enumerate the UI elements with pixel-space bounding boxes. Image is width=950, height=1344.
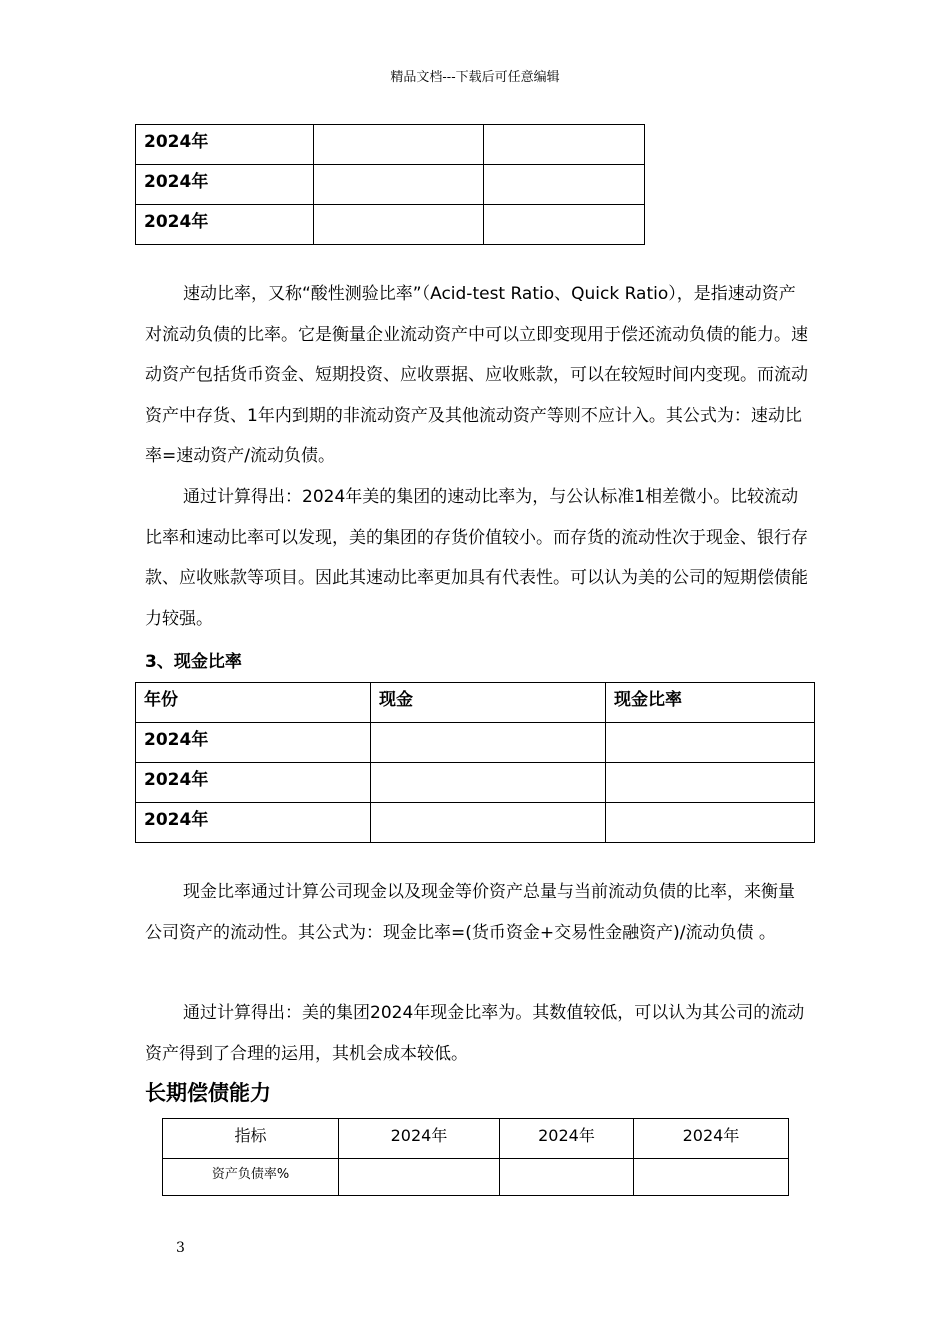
table-row <box>136 723 815 763</box>
value-cell <box>634 1159 789 1196</box>
section-heading-long-term-solvency: 长期偿债能力 <box>145 1081 271 1105</box>
value-cell <box>500 1159 634 1196</box>
value-cell <box>371 723 606 763</box>
page-number: 3 <box>176 1240 185 1256</box>
year-cell: 2024年 <box>136 723 371 763</box>
column-header: 指标 <box>163 1119 339 1159</box>
table-row <box>163 1159 789 1196</box>
value-cell <box>606 803 815 843</box>
value-cell <box>314 205 484 245</box>
column-header: 2024年 <box>500 1119 634 1159</box>
value-cell <box>484 125 645 165</box>
column-header: 2024年 <box>339 1119 500 1159</box>
table-quick-ratio <box>135 124 645 245</box>
table-row <box>136 763 815 803</box>
column-header: 2024年 <box>634 1119 789 1159</box>
indicator-cell: 资产负债率% <box>163 1159 339 1196</box>
year-cell: 2024年 <box>136 165 314 205</box>
table-cash-ratio <box>135 682 815 843</box>
paragraph-cash-ratio-result: 通过计算得出：美的集团2024年现金比率为。其数值较低，可以认为其公司的流动资产得到了合理的运用，其机会成本较低。 <box>145 1003 805 1064</box>
column-header: 年份 <box>136 683 371 723</box>
table-row <box>136 165 645 205</box>
table-row <box>136 803 815 843</box>
table-header-row <box>136 683 815 723</box>
paragraph-cash-ratio-definition: 现金比率通过计算公司现金以及现金等价资产总量与当前流动负债的比率，来衡量公司资产的流动性。其公式为：现金比率=(货币资金+交易性金融资产)/流动负债 。 <box>145 882 795 943</box>
year-cell: 2024年 <box>136 205 314 245</box>
page-header: 精品文档---下载后可任意编辑 <box>390 70 560 85</box>
year-cell: 2024年 <box>136 763 371 803</box>
value-cell <box>371 803 606 843</box>
value-cell <box>314 125 484 165</box>
paragraph-quick-ratio-result: 通过计算得出：2024年美的集团的速动比率为，与公认标准1相差微小。比较流动比率和速动比率可以发现，美的集团的存货价值较小。而存货的流动性次于现金、银行存款、应收账款等项目。因此其速动比率更加具有代表性。可以认为美的公司的短期偿债能力较强。 <box>145 487 808 629</box>
section-heading-cash-ratio: 3、现金比率 <box>145 652 242 672</box>
year-cell: 2024年 <box>136 803 371 843</box>
value-cell <box>606 723 815 763</box>
column-header: 现金 <box>371 683 606 723</box>
value-cell <box>371 763 606 803</box>
value-cell <box>339 1159 500 1196</box>
value-cell <box>314 165 484 205</box>
column-header: 现金比率 <box>606 683 815 723</box>
table-header-row <box>163 1119 789 1159</box>
year-cell: 2024年 <box>136 125 314 165</box>
table-row <box>136 125 645 165</box>
table-long-term-solvency <box>162 1118 789 1196</box>
paragraph-quick-ratio-definition: 速动比率，又称“酸性测验比率”（Acid-test Ratio、Quick Ratio），是指速动资产对流动负债的比率。它是衡量企业流动资产中可以立即变现用于偿还流动负债的能力。速动资产包括货币资金、短期投资、应收票据、应收账款，可以在较短时间内变现。而流动资产中存货、1年内到期的非流动资产及其他流动资产等则不应计入。其公式为：速动比率=速动资产/流动负债。 <box>145 284 808 466</box>
value-cell <box>606 763 815 803</box>
value-cell <box>484 205 645 245</box>
table-row <box>136 205 645 245</box>
value-cell <box>484 165 645 205</box>
